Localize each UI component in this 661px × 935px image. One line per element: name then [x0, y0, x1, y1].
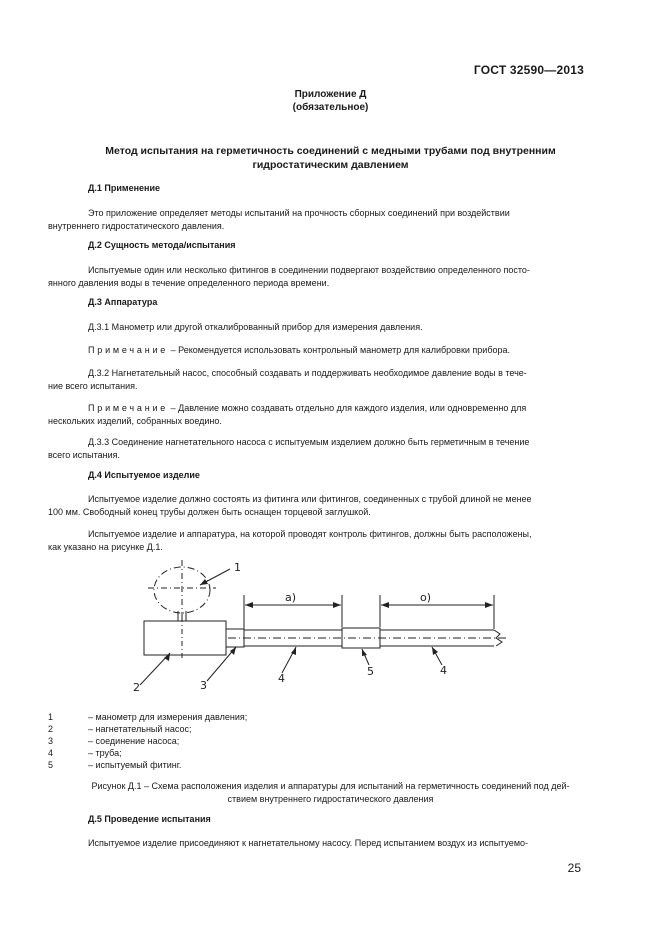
paragraph-line: Испытуемое изделие должно состоять из фитинга или фитингов, соединенных с трубой длиной не менее	[88, 494, 532, 504]
arrowhead	[381, 602, 389, 608]
note-text: – Давление можно создавать отдельно для каждого изделия, или одновременно для	[170, 403, 527, 413]
paragraph-line: янного давления воды в течение определенного периода времени.	[48, 277, 330, 288]
paragraph-line: Испытуемое изделие присоединяют к нагнетательному насосу. Перед испытанием воздух из испытуемо-	[88, 838, 529, 848]
dimension-label-a: а)	[285, 591, 297, 604]
paragraph-line: 100 мм. Свободный конец трубы должен быть оснащен торцевой заглушкой.	[48, 506, 371, 517]
arrowhead	[333, 602, 341, 608]
paragraph-d4-2	[48, 528, 584, 553]
legend-item: 2 – нагнетательный насос;	[48, 724, 192, 734]
arrowhead	[200, 579, 208, 585]
figure-caption	[40, 780, 621, 805]
note-1	[48, 344, 584, 357]
figure-d1-diagram	[0, 555, 661, 705]
callout-2: 2	[133, 681, 140, 694]
legend-item: 1 – манометр для измерения давления;	[48, 712, 248, 722]
paragraph-line: Испытуемое изделие и аппаратура, на которой проводят контроль фитингов, должны быть расположены,	[88, 529, 532, 539]
section-heading-d3: Д.3 Аппаратура	[88, 297, 158, 307]
paragraph-d3-1: Д.3.1 Манометр или другой откалиброванный прибор для измерения давления.	[88, 322, 423, 332]
paragraph-d5	[48, 837, 584, 850]
standard-number: ГОСТ 32590—2013	[473, 63, 584, 77]
main-title	[0, 145, 661, 172]
arrowhead	[362, 649, 367, 656]
callout-4: 4	[278, 672, 285, 685]
caption-line: ствием внутреннего гидростатического давления	[227, 793, 434, 804]
legend-item: 3 – соединение насоса;	[48, 736, 180, 746]
arrowhead	[485, 602, 493, 608]
section-heading-d1: Д.1 Применение	[88, 183, 160, 193]
paragraph-line: как указано на рисунке Д.1.	[48, 541, 163, 552]
dimension-label-o: о)	[420, 591, 432, 604]
paragraph-d2	[48, 264, 584, 289]
paragraph-d1	[48, 207, 584, 232]
note-2	[48, 402, 584, 427]
appendix-title: Приложение Д	[294, 89, 367, 100]
appendix-heading	[0, 88, 661, 114]
legend-item: 5 – испытуемый фитинг.	[48, 760, 182, 770]
paragraph-line: внутреннего гидростатического давления.	[48, 220, 225, 231]
callout-1: 1	[234, 561, 241, 574]
paragraph-line: Д.3.2 Нагнетательный насос, способный создавать и поддерживать необходимое давление воды в тече-	[88, 368, 527, 378]
paragraph-line: Испытуемые один или несколько фитингов в соединении подвергают воздействию определенного посто-	[88, 265, 530, 275]
callout-4: 4	[440, 664, 447, 677]
note-label: Примечание	[88, 403, 169, 413]
paragraph-d4-1	[48, 493, 584, 518]
section-heading-d2: Д.2 Сущность метода/испытания	[88, 240, 236, 250]
page-number: 25	[567, 861, 581, 875]
section-heading-d5: Д.5 Проведение испытания	[88, 814, 211, 824]
callout-5: 5	[367, 665, 374, 678]
main-title-line-1: Метод испытания на герметичность соединений с медными трубами под внутренним	[105, 145, 556, 157]
arrowhead	[230, 647, 236, 655]
pump-body	[144, 621, 226, 655]
callout-3: 3	[200, 679, 207, 692]
main-title-line-2: гидростатическим давлением	[252, 158, 409, 171]
arrowhead	[245, 602, 253, 608]
paragraph-line: Д.3.3 Соединение нагнетательного насоса с испытуемым изделием должно быть герметичным в течение	[88, 437, 530, 447]
paragraph-line: ние всего испытания.	[48, 380, 138, 391]
arrowhead	[432, 647, 438, 655]
note-label: Примечание	[88, 345, 169, 355]
arrowhead	[291, 647, 296, 655]
paragraph-line: Это приложение определяет методы испытаний на прочность сборных соединений при воздействии	[88, 208, 510, 218]
section-heading-d4: Д.4 Испытуемое изделие	[88, 470, 200, 480]
paragraph-line: всего испытания.	[48, 449, 121, 460]
appendix-status: (обязательное)	[292, 102, 369, 113]
note-text: нескольких изделий, собранных воедино.	[48, 415, 222, 426]
legend-item: 4 – труба;	[48, 748, 122, 758]
paragraph-d3-3	[48, 436, 584, 461]
paragraph-d3-2	[48, 367, 584, 392]
note-text: – Рекомендуется использовать контрольный манометр для калибровки прибора.	[170, 345, 510, 355]
figure-legend	[48, 711, 247, 771]
caption-line: Рисунок Д.1 – Схема расположения изделия и аппаратуры для испытаний на герметичность соединений под дей-	[91, 781, 570, 791]
arrowhead	[164, 653, 170, 661]
